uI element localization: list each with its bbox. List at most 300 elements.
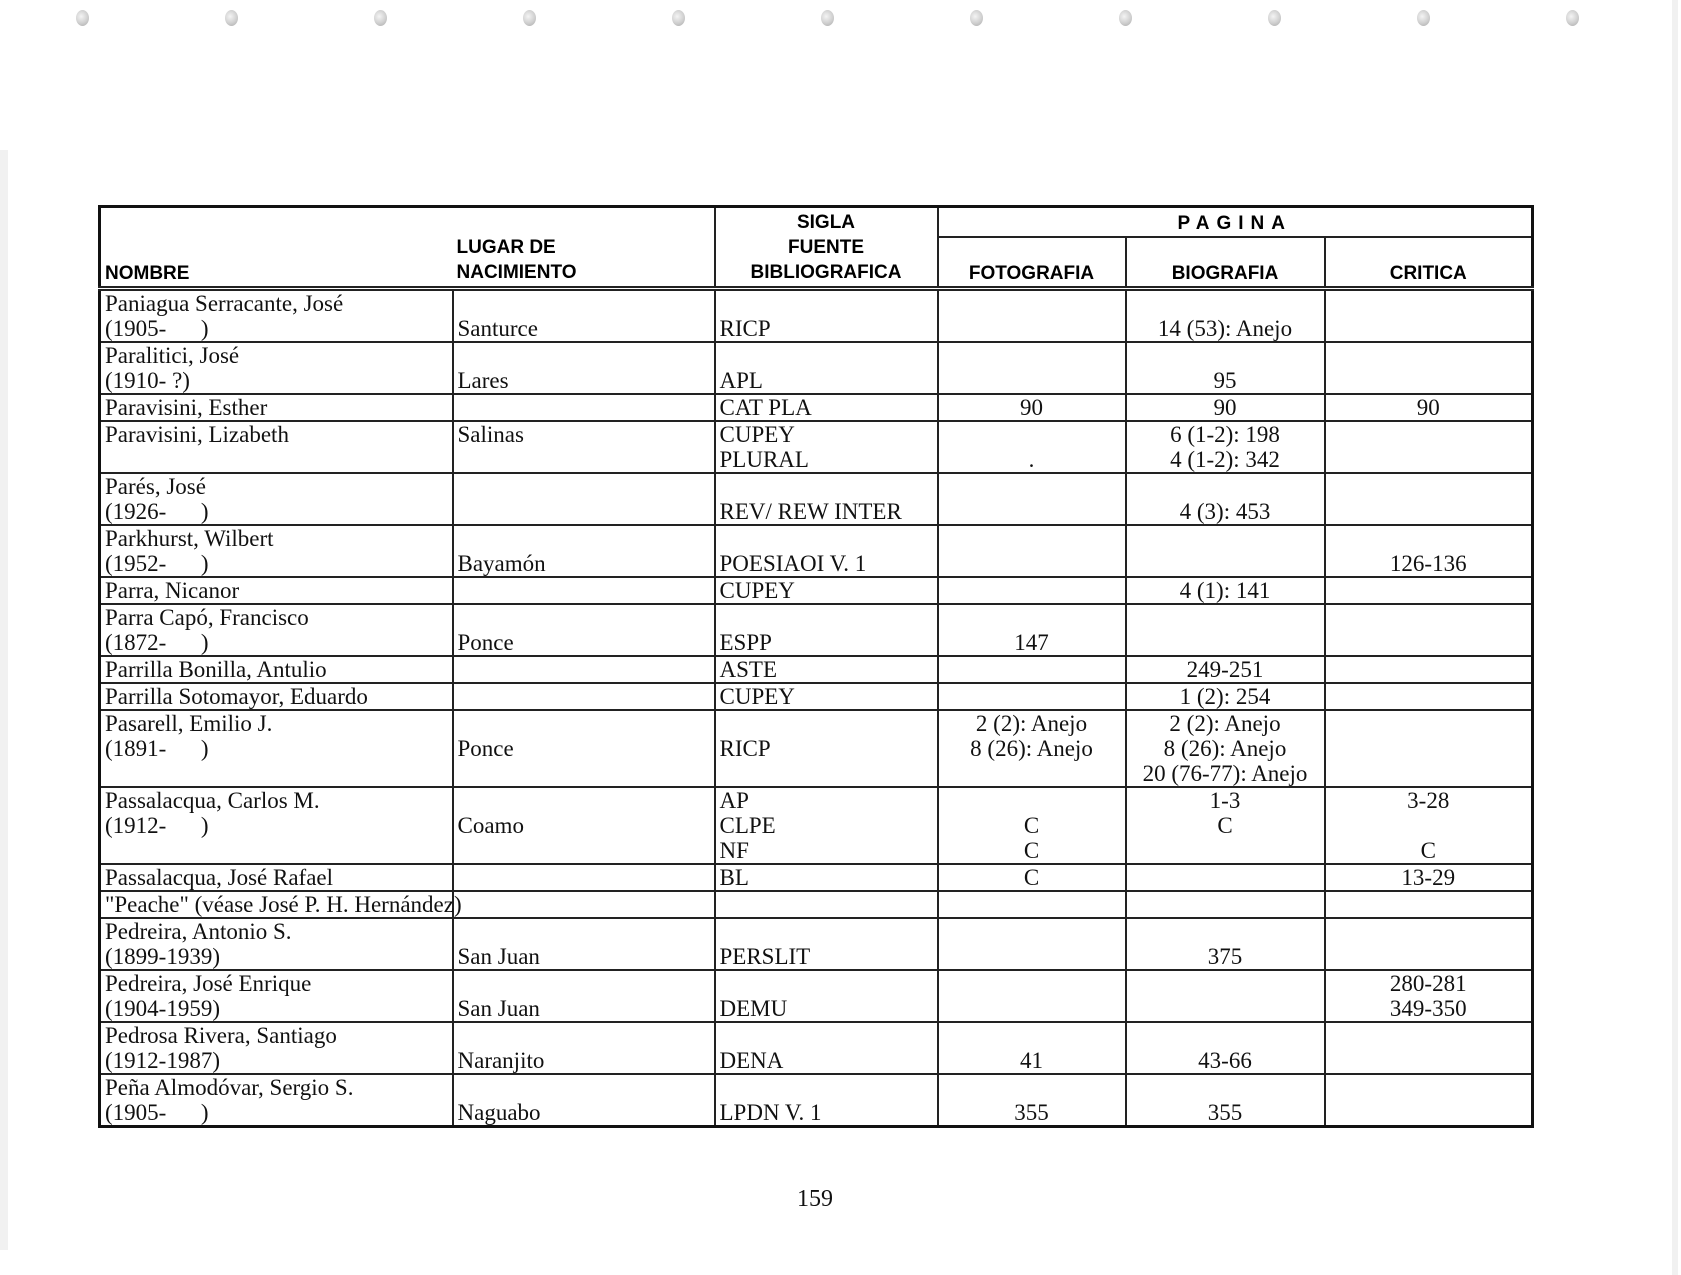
page-number: 159 xyxy=(797,1186,833,1212)
cell-fotografia xyxy=(938,342,1126,394)
cell-lugar xyxy=(453,604,715,656)
cell-lugar xyxy=(453,421,715,473)
cell-line: 375 xyxy=(1207,944,1243,969)
cell-line: CUPEY xyxy=(719,422,795,447)
cell-nombre xyxy=(100,864,453,891)
cell-line: CUPEY xyxy=(719,578,795,603)
cell-line xyxy=(1330,892,1528,917)
cell-line xyxy=(1330,605,1528,630)
cell-line: RICP xyxy=(719,316,771,341)
cell-critica xyxy=(1325,577,1533,604)
cell-line: REV/ REW INTER xyxy=(719,499,902,524)
cell-line xyxy=(105,838,448,863)
cell-lugar xyxy=(453,577,715,604)
table-row xyxy=(100,394,1533,421)
cell-critica xyxy=(1325,394,1533,421)
binder-hole xyxy=(672,10,685,26)
cell-line: CLPE xyxy=(719,813,776,838)
page-right-edge xyxy=(1672,0,1678,1275)
cell-line xyxy=(943,551,1121,576)
table-row xyxy=(100,918,1533,970)
cell-line xyxy=(458,919,710,944)
cell-line: C xyxy=(1023,813,1040,838)
cell-biografia xyxy=(1126,918,1325,970)
cell-line xyxy=(720,761,933,786)
cell-line: BL xyxy=(719,865,749,890)
cell-nombre xyxy=(100,421,453,473)
cell-sigla xyxy=(715,891,938,918)
cell-biografia xyxy=(1126,683,1325,710)
cell-line xyxy=(943,605,1121,630)
cell-line xyxy=(943,578,1121,603)
cell-lugar xyxy=(453,394,715,421)
cell-lugar xyxy=(453,710,715,787)
cell-line xyxy=(458,657,710,682)
cell-line xyxy=(1131,919,1320,944)
cell-sigla xyxy=(715,683,938,710)
cell-fotografia xyxy=(938,656,1126,683)
cell-sigla xyxy=(715,656,938,683)
cell-line xyxy=(1131,1075,1320,1100)
table-row xyxy=(100,970,1533,1022)
cell-fotografia xyxy=(938,864,1126,891)
cell-lugar xyxy=(453,525,715,577)
cell-fotografia xyxy=(938,525,1126,577)
cell-biografia xyxy=(1126,891,1325,918)
cell-biografia xyxy=(1126,342,1325,394)
cell-critica xyxy=(1325,1022,1533,1074)
cell-line xyxy=(458,892,710,917)
cell-line xyxy=(720,526,933,551)
cell-nombre xyxy=(100,525,453,577)
cell-line: Pedrosa Rivera, Santiago xyxy=(105,1023,337,1048)
cell-line: Santurce xyxy=(457,316,538,341)
cell-line xyxy=(943,422,1121,447)
cell-fotografia xyxy=(938,683,1126,710)
cell-line: 6 (1-2): 198 xyxy=(1170,422,1280,447)
cell-lugar xyxy=(453,891,715,918)
cell-line: 355 xyxy=(1207,1100,1243,1125)
cell-line: APL xyxy=(719,368,763,393)
cell-critica xyxy=(1325,970,1533,1022)
table-row xyxy=(100,342,1533,394)
cell-nombre xyxy=(100,683,453,710)
cell-line xyxy=(1330,684,1528,709)
cell-line: ESPP xyxy=(719,630,772,655)
cell-line: C xyxy=(1217,813,1233,838)
cell-line: Salinas xyxy=(457,422,524,447)
cell-line: Ponce xyxy=(457,736,514,761)
cell-nombre xyxy=(100,473,453,525)
cell-critica xyxy=(1325,683,1533,710)
cell-fotografia xyxy=(938,1022,1126,1074)
table-row xyxy=(100,525,1533,577)
cell-line: 126-136 xyxy=(1389,551,1467,576)
cell-line: Parra Capó, Francisco xyxy=(105,605,309,630)
cell-line: "Peache" (véase José P. H. Hernández) xyxy=(105,892,462,917)
cell-line xyxy=(1131,291,1320,316)
cell-line xyxy=(1330,343,1528,368)
cell-line xyxy=(1330,499,1528,524)
cell-lugar xyxy=(453,787,715,864)
cell-line: 95 xyxy=(1213,368,1237,393)
cell-sigla xyxy=(715,604,938,656)
cell-line xyxy=(943,684,1121,709)
cell-line xyxy=(1131,838,1320,863)
cell-line: Parés, José xyxy=(105,474,206,499)
cell-line xyxy=(943,291,1121,316)
cell-biografia xyxy=(1126,970,1325,1022)
cell-biografia xyxy=(1126,394,1325,421)
cell-biografia xyxy=(1126,1074,1325,1127)
cell-line xyxy=(943,919,1121,944)
cell-critica xyxy=(1325,473,1533,525)
cell-line xyxy=(943,788,1121,813)
cell-sigla xyxy=(715,421,938,473)
cell-line: LPDN V. 1 xyxy=(719,1100,822,1125)
cell-line xyxy=(458,788,710,813)
cell-line: CAT PLA xyxy=(719,395,812,420)
cell-line: Naranjito xyxy=(457,1048,545,1073)
cell-line xyxy=(458,499,710,524)
table-row xyxy=(100,1022,1533,1074)
cell-line xyxy=(720,971,933,996)
cell-line xyxy=(943,499,1121,524)
header-nombre: NOMBRE xyxy=(100,207,453,289)
cell-lugar xyxy=(453,683,715,710)
cell-line: (1904-1959) xyxy=(105,996,220,1021)
cell-line xyxy=(1330,447,1528,472)
cell-line: . xyxy=(1028,447,1035,472)
cell-line xyxy=(1131,343,1320,368)
cell-line xyxy=(1330,1075,1528,1100)
cell-nombre xyxy=(100,604,453,656)
cell-line: Parra, Nicanor xyxy=(105,578,240,603)
cell-critica xyxy=(1325,342,1533,394)
cell-line: (1912-1987) xyxy=(105,1048,220,1073)
cell-line xyxy=(943,343,1121,368)
cell-line xyxy=(1330,657,1528,682)
cell-line xyxy=(1330,1048,1528,1073)
binder-hole xyxy=(1119,10,1132,26)
cell-line xyxy=(1131,865,1320,890)
cell-biografia xyxy=(1126,710,1325,787)
cell-line xyxy=(1330,474,1528,499)
table-body xyxy=(100,289,1533,1127)
cell-line: Paralitici, José xyxy=(105,343,240,368)
binder-hole xyxy=(523,10,536,26)
cell-line: Paravisini, Esther xyxy=(105,395,268,420)
cell-sigla xyxy=(715,1022,938,1074)
cell-nombre xyxy=(100,1022,453,1074)
cell-biografia xyxy=(1126,1022,1325,1074)
cell-line xyxy=(1131,551,1320,576)
cell-biografia xyxy=(1126,604,1325,656)
cell-line: (1910- ?) xyxy=(105,368,190,393)
cell-line: 1-3 xyxy=(1209,788,1241,813)
cell-line xyxy=(1131,971,1320,996)
cell-line xyxy=(720,1075,933,1100)
cell-line: 2 (2): Anejo xyxy=(975,711,1088,736)
cell-line: 90 xyxy=(1020,395,1043,420)
cell-line xyxy=(1330,316,1528,341)
cell-lugar xyxy=(453,342,715,394)
cell-line: (1872- ) xyxy=(105,630,209,655)
cell-lugar xyxy=(453,970,715,1022)
cell-line xyxy=(1330,630,1528,655)
cell-line xyxy=(458,761,710,786)
cell-line xyxy=(458,971,710,996)
cell-line: AP xyxy=(719,788,749,813)
cell-lugar xyxy=(453,1074,715,1127)
cell-nombre xyxy=(100,577,453,604)
cell-line xyxy=(458,395,710,420)
cell-lugar xyxy=(453,864,715,891)
cell-line: PLURAL xyxy=(719,447,809,472)
cell-line xyxy=(1330,422,1528,447)
cell-line xyxy=(458,343,710,368)
cell-line xyxy=(943,368,1121,393)
cell-line xyxy=(943,474,1121,499)
cell-fotografia xyxy=(938,473,1126,525)
cell-line: DEMU xyxy=(719,996,788,1021)
cell-fotografia xyxy=(938,289,1126,343)
cell-line xyxy=(943,1023,1121,1048)
cell-line xyxy=(458,578,710,603)
table-row xyxy=(100,473,1533,525)
cell-fotografia xyxy=(938,394,1126,421)
cell-line xyxy=(720,343,933,368)
cell-biografia xyxy=(1126,421,1325,473)
binder-hole xyxy=(1417,10,1430,26)
cell-line: Naguabo xyxy=(457,1100,541,1125)
cell-nombre xyxy=(100,342,453,394)
cell-line xyxy=(1330,711,1528,736)
cell-line: C xyxy=(1420,838,1436,863)
cell-line: 14 (53): Anejo xyxy=(1157,316,1293,341)
cell-critica xyxy=(1325,656,1533,683)
cell-line: 349-350 xyxy=(1389,996,1467,1021)
cell-sigla xyxy=(715,970,938,1022)
cell-line: 8 (26): Anejo xyxy=(970,736,1093,761)
cell-line: RICP xyxy=(719,736,771,761)
cell-lugar xyxy=(453,473,715,525)
cell-line: Ponce xyxy=(457,630,514,655)
cell-line xyxy=(720,711,933,736)
cell-biografia xyxy=(1126,787,1325,864)
cell-line xyxy=(458,711,710,736)
cell-nombre xyxy=(100,787,453,864)
binder-hole xyxy=(821,10,834,26)
cell-line: Lares xyxy=(457,368,509,393)
cell-line xyxy=(1131,630,1320,655)
table-row xyxy=(100,1074,1533,1127)
cell-line xyxy=(943,761,1121,786)
cell-fotografia xyxy=(938,604,1126,656)
cell-line xyxy=(1131,474,1320,499)
cell-sigla xyxy=(715,1074,938,1127)
page-left-edge xyxy=(0,150,8,1250)
cell-lugar xyxy=(453,918,715,970)
cell-line: Pasarell, Emilio J. xyxy=(105,711,273,736)
cell-lugar xyxy=(453,1022,715,1074)
cell-lugar xyxy=(453,656,715,683)
cell-critica xyxy=(1325,891,1533,918)
cell-line: 2 (2): Anejo xyxy=(1169,711,1281,736)
cell-sigla xyxy=(715,577,938,604)
cell-line: ASTE xyxy=(719,657,777,682)
cell-biografia xyxy=(1126,473,1325,525)
cell-critica xyxy=(1325,289,1533,343)
cell-line: Parrilla Bonilla, Antulio xyxy=(105,657,327,682)
cell-line: Paravisini, Lizabeth xyxy=(105,422,289,447)
cell-line: 147 xyxy=(1014,630,1049,655)
table-header xyxy=(100,207,1533,289)
cell-sigla xyxy=(715,473,938,525)
cell-biografia xyxy=(1126,864,1325,891)
cell-line xyxy=(458,1075,710,1100)
cell-line xyxy=(720,892,933,917)
cell-line xyxy=(458,684,710,709)
cell-line: (1926- ) xyxy=(105,499,209,524)
cell-sigla xyxy=(715,918,938,970)
author-directory-table xyxy=(98,205,1534,1128)
cell-critica xyxy=(1325,918,1533,970)
table-row xyxy=(100,683,1533,710)
cell-line: (1905- ) xyxy=(105,316,209,341)
cell-line: Parkhurst, Wilbert xyxy=(105,526,274,551)
cell-line: (1891- ) xyxy=(105,736,209,761)
cell-line: (1899-1939) xyxy=(105,944,220,969)
cell-line xyxy=(105,761,448,786)
cell-line xyxy=(943,971,1121,996)
cell-fotografia xyxy=(938,970,1126,1022)
cell-line: 280-281 xyxy=(1389,971,1467,996)
cell-critica xyxy=(1325,421,1533,473)
cell-line: 43-66 xyxy=(1198,1048,1252,1073)
cell-line: PERSLIT xyxy=(719,944,811,969)
cell-line: (1912- ) xyxy=(105,813,209,838)
cell-line xyxy=(458,447,710,472)
cell-line xyxy=(1131,605,1320,630)
cell-line xyxy=(1330,578,1528,603)
cell-line: 4 (1-2): 342 xyxy=(1170,447,1280,472)
cell-fotografia xyxy=(938,421,1126,473)
cell-line xyxy=(943,996,1121,1021)
binder-holes xyxy=(0,0,1681,40)
cell-biografia xyxy=(1126,525,1325,577)
binder-hole xyxy=(76,10,89,26)
binder-hole xyxy=(225,10,238,26)
cell-line: 13-29 xyxy=(1401,865,1456,890)
cell-sigla xyxy=(715,525,938,577)
cell-line xyxy=(458,865,710,890)
cell-line xyxy=(943,892,1121,917)
cell-line xyxy=(1330,761,1528,786)
cell-line: Bayamón xyxy=(457,551,546,576)
cell-biografia xyxy=(1126,577,1325,604)
cell-line xyxy=(458,838,710,863)
cell-line xyxy=(458,1023,710,1048)
cell-line: Pedreira, Antonio S. xyxy=(105,919,292,944)
table-row xyxy=(100,421,1533,473)
cell-line: 90 xyxy=(1416,395,1440,420)
cell-line: C xyxy=(1023,838,1040,863)
cell-nombre xyxy=(100,918,453,970)
cell-biografia xyxy=(1126,289,1325,343)
cell-fotografia xyxy=(938,710,1126,787)
cell-sigla xyxy=(715,394,938,421)
cell-line: 8 (26): Anejo xyxy=(1163,736,1287,761)
cell-line: NF xyxy=(719,838,749,863)
cell-fotografia xyxy=(938,891,1126,918)
cell-nombre xyxy=(100,1074,453,1127)
cell-fotografia xyxy=(938,918,1126,970)
cell-line xyxy=(1330,736,1528,761)
cell-line xyxy=(1131,892,1320,917)
cell-line xyxy=(1330,944,1528,969)
table-row xyxy=(100,710,1533,787)
cell-fotografia xyxy=(938,1074,1126,1127)
cell-line xyxy=(943,316,1121,341)
cell-critica xyxy=(1325,864,1533,891)
cell-critica xyxy=(1325,787,1533,864)
cell-line: 355 xyxy=(1014,1100,1049,1125)
cell-line: Passalacqua, José Rafael xyxy=(105,865,334,890)
cell-line xyxy=(943,1075,1121,1100)
cell-lugar xyxy=(453,289,715,343)
cell-sigla xyxy=(715,342,938,394)
cell-nombre xyxy=(100,891,462,918)
cell-line: San Juan xyxy=(457,996,540,1021)
binder-hole xyxy=(374,10,387,26)
cell-critica xyxy=(1325,604,1533,656)
cell-fotografia xyxy=(938,787,1126,864)
cell-line: C xyxy=(1023,865,1040,890)
cell-nombre xyxy=(100,970,453,1022)
cell-line: POESIAOI V. 1 xyxy=(719,551,867,576)
table-row xyxy=(100,787,1533,864)
cell-line: 4 (1): 141 xyxy=(1179,578,1271,603)
binder-hole xyxy=(1268,10,1281,26)
cell-line xyxy=(1330,368,1528,393)
cell-sigla xyxy=(715,864,938,891)
header-sigla-fuente: SIGLA FUENTE BIBLIOGRAFICA xyxy=(715,207,938,289)
cell-line: 41 xyxy=(1020,1048,1043,1073)
cell-line: Coamo xyxy=(457,813,524,838)
cell-sigla xyxy=(715,289,938,343)
cell-line xyxy=(720,1023,933,1048)
table-row xyxy=(100,577,1533,604)
cell-line: Passalacqua, Carlos M. xyxy=(105,788,320,813)
cell-nombre xyxy=(100,394,453,421)
cell-nombre xyxy=(100,289,453,343)
cell-line: 4 (3): 453 xyxy=(1179,499,1271,524)
cell-sigla xyxy=(715,787,938,864)
cell-line xyxy=(720,919,933,944)
cell-line xyxy=(1131,996,1320,1021)
header-fotografia: FOTOGRAFIA xyxy=(938,237,1126,289)
cell-line xyxy=(1330,919,1528,944)
cell-line xyxy=(458,526,710,551)
header-critica: CRITICA xyxy=(1325,237,1533,289)
cell-fotografia xyxy=(938,577,1126,604)
cell-line: Peña Almodóvar, Sergio S. xyxy=(105,1075,354,1100)
cell-line xyxy=(1330,526,1528,551)
table-row xyxy=(100,656,1533,683)
binder-hole xyxy=(1566,10,1579,26)
cell-line xyxy=(943,526,1121,551)
